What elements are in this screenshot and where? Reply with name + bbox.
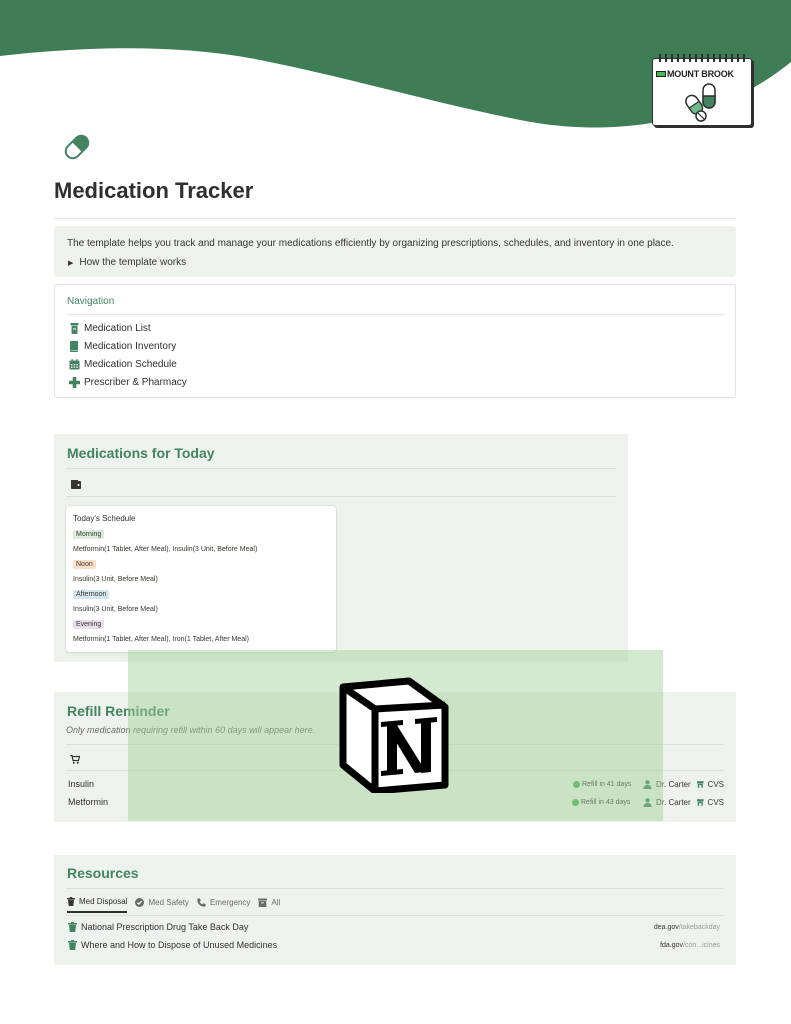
tab-med-disposal[interactable]: Med Disposal bbox=[67, 897, 127, 913]
todays-schedule-card[interactable] bbox=[66, 506, 336, 652]
toggle-triangle-icon[interactable]: ▶ bbox=[68, 260, 74, 267]
resource-url[interactable]: fda.gov/con...icines bbox=[660, 942, 720, 949]
navigation-heading: Navigation bbox=[67, 296, 115, 307]
divider bbox=[66, 496, 616, 497]
nav-item-medication-list[interactable] bbox=[68, 322, 151, 334]
pills-illustration bbox=[681, 83, 727, 123]
refill-row-name[interactable]: Insulin bbox=[68, 779, 95, 789]
refill-row-name[interactable]: Metformin bbox=[68, 797, 109, 807]
nav-item-label[interactable]: Prescriber & Pharmacy bbox=[84, 376, 187, 388]
cart-icon[interactable] bbox=[70, 755, 80, 764]
mount-brook-logo bbox=[652, 58, 752, 126]
refill-status: Refill in 41 days bbox=[573, 781, 631, 788]
nav-item-medication-schedule[interactable] bbox=[68, 358, 177, 370]
divider bbox=[67, 314, 725, 315]
logo-text: MOUNT BROOK bbox=[667, 69, 734, 79]
resource-tabs bbox=[67, 897, 288, 913]
section-title: Resources bbox=[67, 865, 139, 881]
nav-item-label[interactable]: Medication List bbox=[84, 322, 151, 334]
schedule-line: Insulin(3 Unit, Before Meal) bbox=[73, 576, 158, 583]
nav-item-label[interactable]: Medication Schedule bbox=[84, 358, 177, 370]
schedule-line: Metformin(1 Tablet, After Meal), Iron(1 Tablet, After Meal) bbox=[73, 636, 249, 643]
spiral-binding bbox=[659, 54, 745, 62]
store-icon bbox=[697, 798, 704, 807]
pill-capsule-icon bbox=[58, 128, 96, 166]
divider bbox=[66, 468, 616, 469]
intro-callout bbox=[54, 226, 736, 277]
prescriber-cell[interactable]: Dr. Carter bbox=[643, 798, 691, 807]
tab-emergency[interactable]: Emergency bbox=[197, 897, 250, 913]
archive-icon bbox=[258, 898, 267, 907]
plus-cross-icon bbox=[68, 376, 80, 388]
toggle-label[interactable]: How the template works bbox=[79, 257, 187, 268]
resource-url[interactable]: dea.gov/takebackday bbox=[653, 924, 720, 931]
divider bbox=[66, 915, 724, 916]
pill-bottle-icon bbox=[68, 322, 80, 334]
nav-item-medication-inventory[interactable] bbox=[68, 340, 176, 352]
card-title: Today's Schedule bbox=[73, 514, 136, 523]
wallet-icon[interactable] bbox=[71, 480, 81, 489]
phone-icon bbox=[197, 898, 206, 907]
tag-noon: Noon bbox=[73, 560, 96, 569]
nav-item-label[interactable]: Medication Inventory bbox=[84, 340, 177, 352]
page-title: Medication Tracker bbox=[54, 178, 254, 203]
notion-logo-icon bbox=[337, 677, 449, 793]
nav-item-prescriber-pharmacy[interactable] bbox=[68, 376, 187, 388]
trash-icon bbox=[68, 940, 77, 950]
tab-med-safety[interactable]: Med Safety bbox=[135, 897, 188, 913]
resource-link[interactable]: National Prescription Drug Take Back Day bbox=[68, 922, 248, 932]
section-subtitle: Only medication requiring refill within 60 days will appear here. bbox=[66, 725, 316, 735]
divider bbox=[54, 218, 736, 219]
navigation-block bbox=[54, 284, 736, 398]
refill-status: Refill in 43 days bbox=[572, 799, 630, 806]
check-circle-icon bbox=[135, 898, 144, 907]
logo-battery-icon bbox=[656, 71, 666, 77]
tag-morning: Morning bbox=[73, 530, 104, 539]
pharmacy-cell[interactable]: CVS bbox=[697, 780, 724, 789]
prescriber-cell[interactable]: Dr. Carter bbox=[643, 780, 691, 789]
tag-afternoon: Afternoon bbox=[73, 590, 109, 599]
resource-link[interactable]: Where and How to Dispose of Unused Medicines bbox=[68, 940, 277, 950]
tab-all[interactable]: All bbox=[258, 897, 280, 913]
divider bbox=[66, 888, 724, 889]
schedule-line: Metformin(1 Tablet, After Meal), Insulin(3 Unit, Before Meal) bbox=[73, 546, 258, 553]
pharmacy-cell[interactable]: CVS bbox=[697, 798, 724, 807]
intro-description: The template helps you track and manage your medications efficiently by organizing prescriptions, schedules, and inventory in one place. bbox=[67, 238, 674, 249]
store-icon bbox=[697, 780, 704, 789]
tag-evening: Evening bbox=[73, 620, 104, 629]
section-title: Medications for Today bbox=[67, 445, 215, 461]
how-it-works-toggle[interactable] bbox=[68, 257, 186, 268]
section-title: Refill Reminder bbox=[67, 703, 170, 719]
calendar-icon bbox=[68, 358, 80, 370]
resources-section bbox=[54, 855, 736, 965]
schedule-line: Insulin(3 Unit, Before Meal) bbox=[73, 606, 158, 613]
medications-today-section bbox=[54, 434, 628, 662]
book-icon bbox=[68, 340, 80, 352]
trash-icon bbox=[67, 897, 75, 906]
trash-icon bbox=[68, 922, 77, 932]
